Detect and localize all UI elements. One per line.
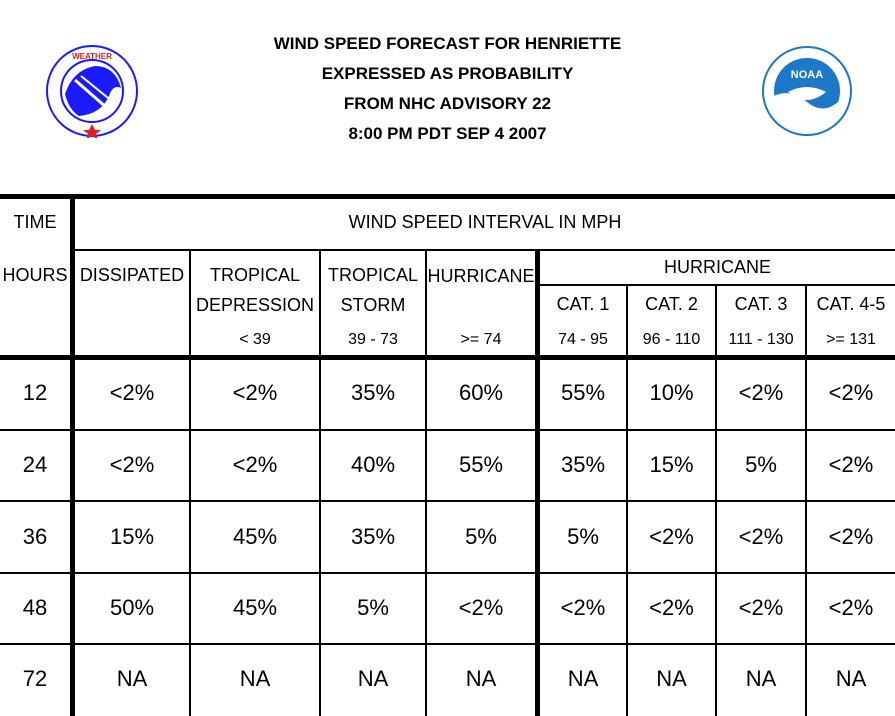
header-bottom-rule <box>0 355 895 360</box>
col-rule-3 <box>425 251 427 716</box>
probability-cell: 45% <box>232 595 278 620</box>
hours-cell: 24 <box>22 452 48 477</box>
column-header-line1: CAT. 2 <box>645 294 698 314</box>
hours-cell: 72 <box>22 666 48 691</box>
hours-cell: 12 <box>22 380 48 405</box>
col-rule-2 <box>319 251 321 716</box>
national-weather-service-logo <box>45 44 139 143</box>
probability-cell: NA <box>116 666 148 691</box>
column-range-label: 39 - 73 <box>348 331 398 348</box>
row-rule-3 <box>0 572 895 574</box>
title-line-2: EXPRESSED AS PROBABILITY <box>321 64 574 83</box>
probability-cell: <2% <box>828 595 874 620</box>
noaa-logo <box>760 44 854 143</box>
probability-cell: NA <box>745 666 777 691</box>
column-range-label: >= 74 <box>460 331 502 348</box>
probability-cell: <2% <box>458 595 504 620</box>
probability-cell: 15% <box>109 524 155 549</box>
col-rule-5 <box>626 286 628 716</box>
row-rule-1 <box>0 429 895 431</box>
probability-cell: 5% <box>357 595 389 620</box>
probability-cell: <2% <box>828 380 874 405</box>
column-header-line2: STORM <box>340 295 406 315</box>
probability-cell: NA <box>656 666 687 691</box>
probability-cell: 55% <box>560 380 606 405</box>
probability-cell: <2% <box>232 452 278 477</box>
column-header-line1: TROPICAL <box>209 265 301 285</box>
col-rule-6 <box>715 286 717 716</box>
column-header-line1: DISSIPATED <box>79 265 185 285</box>
title-line-4: 8:00 PM PDT SEP 4 2007 <box>348 124 547 143</box>
probability-cell: 15% <box>649 452 694 477</box>
probability-cell: 5% <box>465 524 497 549</box>
col-rule-1 <box>189 251 191 716</box>
probability-cell: 5% <box>567 524 599 549</box>
probability-cell: <2% <box>828 524 874 549</box>
column-range-label: < 39 <box>239 331 271 348</box>
row-rule-4 <box>0 643 895 645</box>
hurricane-group-rule <box>540 284 895 286</box>
hours-cell: 48 <box>22 595 48 620</box>
noaa-logo-text: NOAA <box>790 69 824 81</box>
probability-cell: <2% <box>738 595 784 620</box>
column-header-line1: HURRICANE <box>427 266 535 286</box>
interval-header: WIND SPEED INTERVAL IN MPH <box>348 212 622 232</box>
probability-cell: <2% <box>738 380 784 405</box>
column-header-line1: TROPICAL <box>327 265 419 285</box>
probability-cell: NA <box>465 666 497 691</box>
hurricane-group-header: HURRICANE <box>663 257 771 277</box>
probability-cell: NA <box>357 666 389 691</box>
hours-cell: 36 <box>22 524 48 549</box>
probability-cell: <2% <box>738 524 784 549</box>
time-header: TIME <box>13 212 57 232</box>
col-rule-7 <box>805 286 807 716</box>
title-line-1: WIND SPEED FORECAST FOR HENRIETTE <box>273 34 622 53</box>
svg-text:WEATHER: WEATHER <box>72 52 112 61</box>
column-range-label: 96 - 110 <box>642 331 701 348</box>
probability-cell: <2% <box>109 452 155 477</box>
probability-cell: 60% <box>458 380 504 405</box>
probability-cell: 55% <box>458 452 504 477</box>
column-header-line1: CAT. 1 <box>556 294 610 314</box>
probability-cell: NA <box>835 666 867 691</box>
probability-cell: 5% <box>745 452 777 477</box>
probability-cell: 35% <box>560 452 606 477</box>
column-range-label: >= 131 <box>826 331 876 348</box>
probability-cell: 45% <box>232 524 278 549</box>
hours-header: HOURS <box>2 265 68 285</box>
probability-cell: 35% <box>350 380 396 405</box>
title-line-3: FROM NHC ADVISORY 22 <box>343 94 552 113</box>
probability-cell: 10% <box>649 380 694 405</box>
probability-cell: 40% <box>350 452 396 477</box>
probability-cell: 50% <box>109 595 155 620</box>
probability-cell: NA <box>567 666 599 691</box>
probability-cell: 35% <box>350 524 396 549</box>
column-header-line1: CAT. 4-5 <box>816 294 886 314</box>
probability-cell: <2% <box>828 452 874 477</box>
hurricane-group-rule-left <box>535 251 540 716</box>
probability-cell: <2% <box>649 524 694 549</box>
probability-cell: <2% <box>232 380 278 405</box>
probability-cell: <2% <box>109 380 155 405</box>
probability-cell: <2% <box>560 595 606 620</box>
column-header-line2: DEPRESSION <box>195 295 315 315</box>
column-header-line1: CAT. 3 <box>734 294 788 314</box>
row-rule-2 <box>0 500 895 502</box>
column-range-label: 74 - 95 <box>558 331 608 348</box>
interval-header-rule <box>73 249 895 251</box>
table-top-rule <box>0 194 895 199</box>
probability-cell: <2% <box>649 595 694 620</box>
probability-cell: NA <box>239 666 271 691</box>
column-range-label: 111 - 130 <box>728 331 794 348</box>
